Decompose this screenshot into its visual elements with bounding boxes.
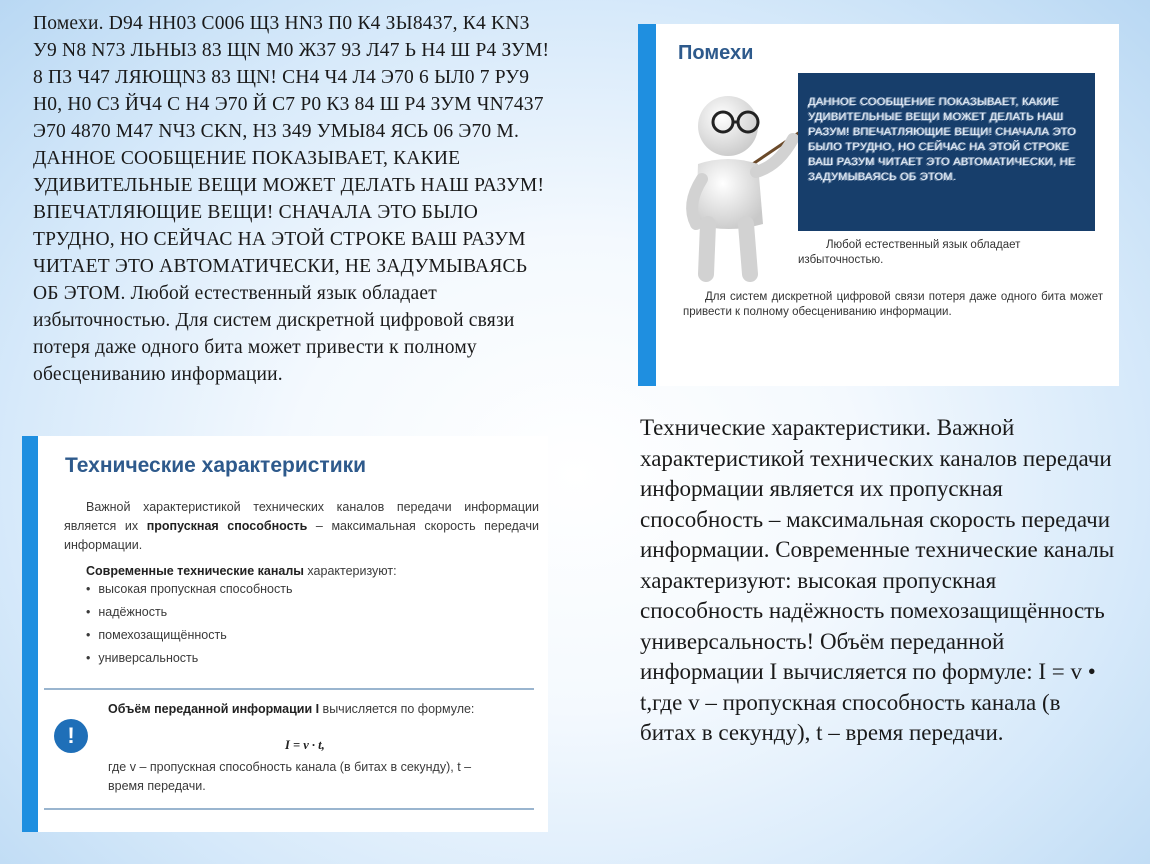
card-title: Технические характеристики [65,454,367,477]
divider [44,808,534,810]
card-accent-stripe [638,24,656,386]
exclamation-icon: ! [54,719,88,753]
bit-loss-caption: Для систем дискретной цифровой связи потеря даже одного бита может привести к полному обесцениванию информации. [683,291,1103,318]
list-item: • помехозащищённость [86,624,292,647]
list-item: • универсальность [86,647,292,670]
teacher-figure-icon [668,84,808,284]
volume-note: Объём переданной информации I вычисляется по формуле: [108,702,475,716]
list-item: • надёжность [86,601,292,624]
formula: I = v · t, [285,738,325,752]
divider [44,688,534,690]
bandwidth-definition: Важной характеристикой технических каналов передачи информации является их пропускная способность – максимальная скорость передачи информации. [64,500,539,552]
list-item: • высокая пропускная способность [86,578,292,601]
card-title: Помехи [678,42,754,64]
interference-card-image [638,24,1119,386]
card-accent-stripe [22,436,38,832]
interference-text: Помехи. D94 HH03 C006 Щ3 HN3 П0 К4 ЗЫ8437, К4 KN3 У9 N8 N73 ЛЬНЫ3 83 ЩN M0 Ж37 93 Л47 Ь Н4 Ш Р4 ЗУМ! 8 П3 Ч47 ЛЯЮЩN3 83 ЩN! СН4 Ч4 Л4 Э70 6 ЫЛ0 7 РУ9 Н0, Н0 С3 ЙЧ4 С Н4 Э70 Й С7 Р0 К3 84 Ш Р4 ЗУМ ЧN7437 Э70 4870 М47 NЧ3 CKN, Н3 З49 УМЫ84 ЯСЬ 06 Э70 М. ДАННОЕ СООБЩЕНИЕ ПОКАЗЫВАЕТ, КАКИЕ УДИВИТЕЛЬНЫЕ ВЕЩИ МОЖЕТ ДЕЛАТЬ НАШ РАЗУМ! ВПЕЧАТЛЯЮЩИЕ ВЕЩИ! СНАЧАЛА ЭТО БЫЛО ТРУДНО, НО СЕЙЧАС НА ЭТОЙ СТРОКЕ ВАШ РАЗУМ ЧИТАЕТ ЭТО АВТОМАТИЧЕСКИ, НЕ ЗАДУМЫВАЯСЬ ОБ ЭТОМ. Любой естественный язык обладает избыточностью. Для систем дискретной цифровой связи потеря даже одного бита может привести к полному обесцениванию информации. [33,13,550,385]
features-list [86,578,292,670]
formula-legend: где v – пропускная способность канала (в битах в секунду), t – время передачи. [108,760,472,793]
noisy-message-box [798,73,1095,231]
tech-characteristics-text: Технические характеристики. Важной характеристикой технических каналов передачи информации является их пропускная способность – максимальная скорость передачи информации. Современные технические каналы характеризуют: высокая пропускная способность надёжность помехозащищённость универсальность! Объём переданной информации I вычисляется по формуле: I = v • t,где v – пропускная способность канала (в битах в секунду), t – время передачи. [640,415,1115,745]
tech-characteristics-card-image [22,436,548,832]
noisy-message-text: ДАННОЕ СООБЩЕНИЕ ПОКАЗЫВАЕТ, КАКИЕ УДИВИТЕЛЬНЫЕ ВЕЩИ МОЖЕТ ДЕЛАТЬ НАШ РАЗУМ! ВПЕЧАТЛЯЮЩИЕ ВЕЩИ! СНАЧАЛА ЭТО БЫЛО ТРУДНО, НО СЕЙЧАС НА ЭТОЙ СТРОКЕ ВАШ РАЗУМ ЧИТАЕТ ЭТО АВТОМАТИЧЕСКИ, НЕ ЗАДУМЫВАЯСЬ ОБ ЭТОМ. [808,96,1077,183]
features-heading: Современные технические каналы характеризуют: [86,564,397,578]
redundancy-caption: Любой естественный язык обладает избыточностью. [798,239,1021,266]
